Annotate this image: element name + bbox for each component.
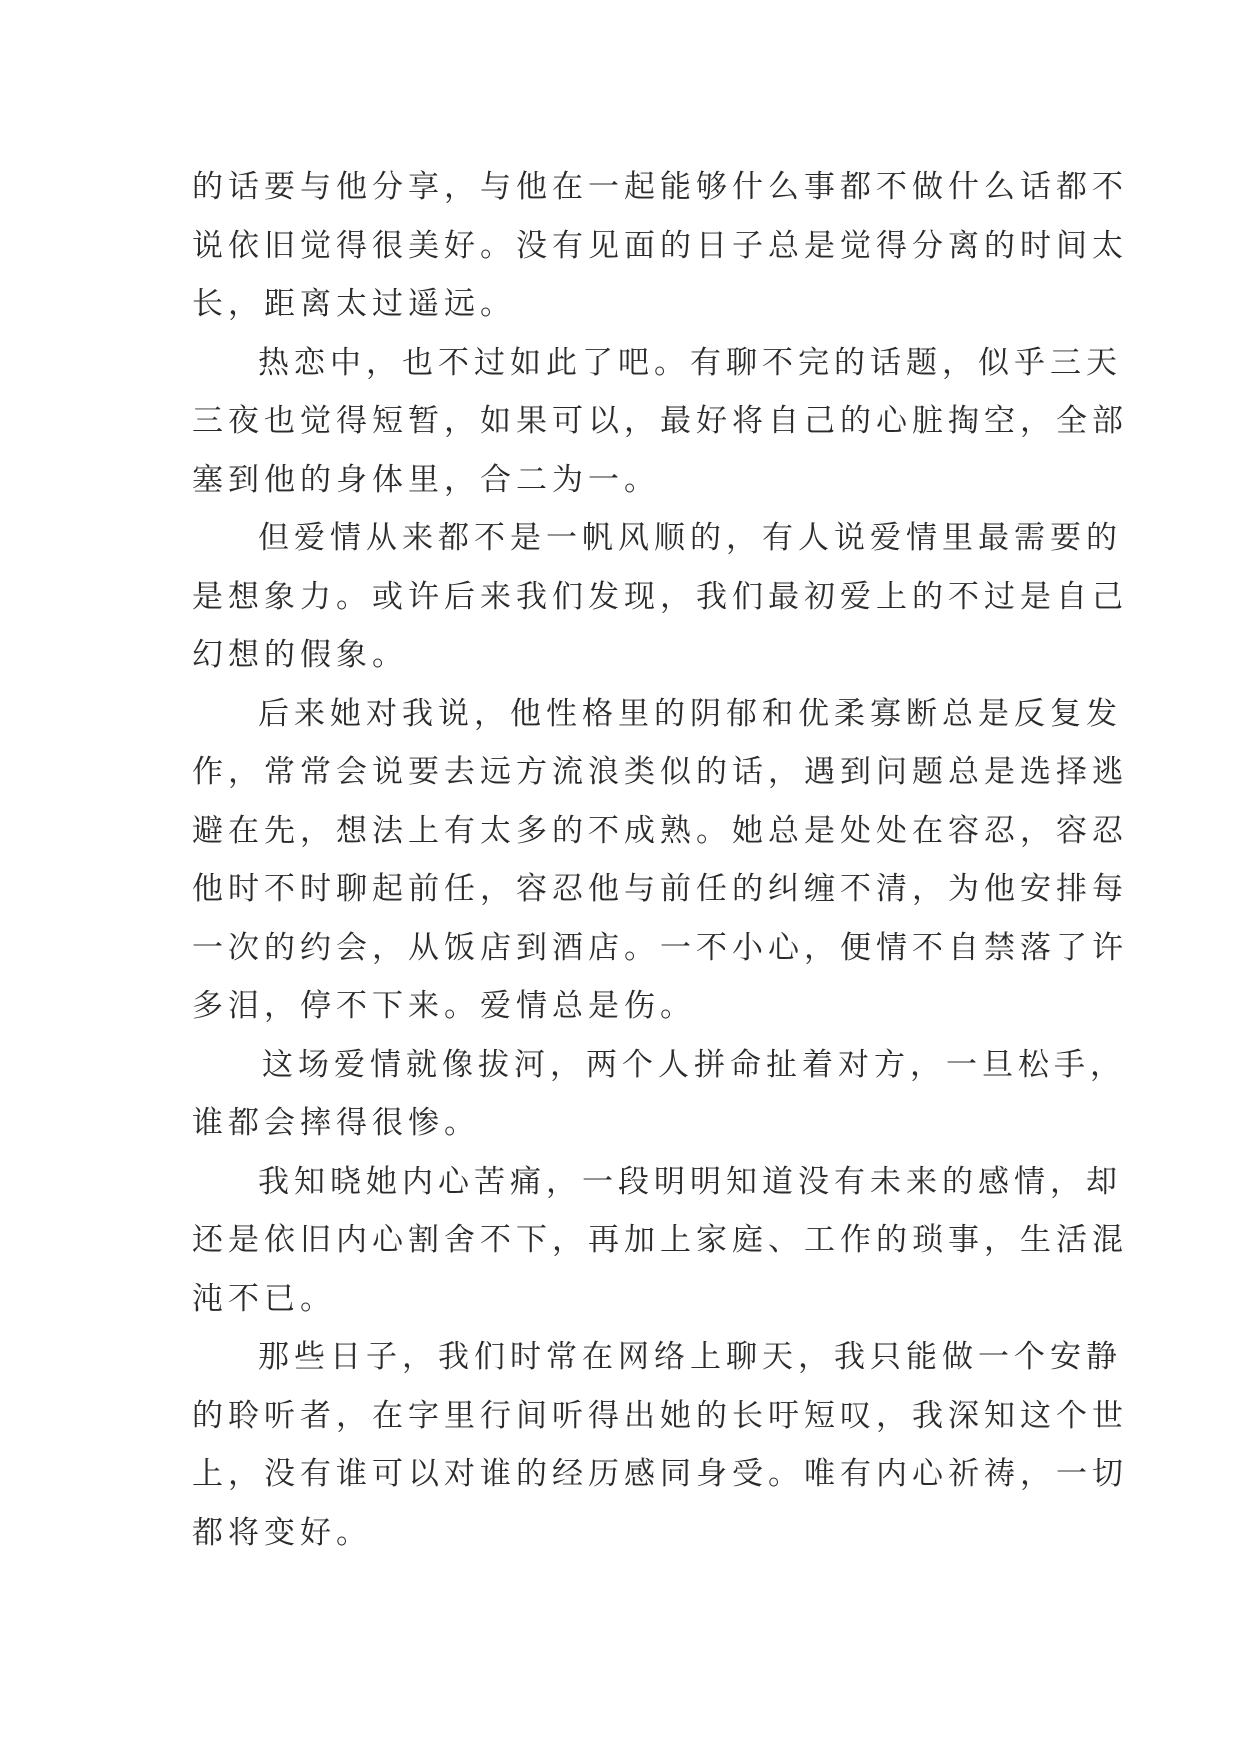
text-line: 还是依旧内心割舍不下，再加上家庭、工作的琐事，生活混 [192,1222,1128,1258]
text-line: 一次的约会，从饭店到酒店。一不小心，便情不自禁落了许 [192,929,1128,966]
text-line: 沌不已。 [192,1280,336,1317]
text-line: 避在先，想法上有太多的不成熟。她总是处处在容忍，容忍 [192,812,1128,849]
paragraph-first-line: 我知晓她内心苦痛，一段明明知道没有未来的感情，却 [258,1163,1122,1200]
paragraph-first-line: 热恋中，也不过如此了吧。有聊不完的话题，似乎三天 [258,344,1122,381]
text-line: 长，距离太过遥远。 [192,286,516,322]
text-line: 多泪，停不下来。爱情总是伤。 [192,988,696,1024]
text-line: 的话要与他分享，与他在一起能够什么事都不做什么话都不 [192,169,1128,205]
text-line: 作，常常会说要去远方流浪类似的话，遇到问题总是选择逃 [192,754,1128,790]
text-line: 塞到他的身体里，合二为一。 [192,461,660,498]
text-line: 的聆听者，在字里行间听得出她的长吁短叹，我深知这个世 [192,1397,1128,1434]
text-line: 是想象力。或许后来我们发现，我们最初爱上的不过是自己 [192,578,1128,615]
paragraph-first-line: 这场爱情就像拔河，两个人拼命扯着对方，一旦松手， [262,1046,1126,1083]
text-line: 都将变好。 [192,1514,372,1551]
paragraph-first-line: 后来她对我说，他性格里的阴郁和优柔寡断总是反复发 [258,695,1122,732]
text-line: 上，没有谁可以对谁的经历感同身受。唯有内心祈祷，一切 [192,1456,1128,1492]
text-line: 幻想的假象。 [192,637,408,673]
paragraph-first-line: 那些日子，我们时常在网络上聊天，我只能做一个安静 [258,1339,1122,1375]
text-line: 谁都会摔得很惨。 [192,1105,480,1141]
text-line: 三夜也觉得短暂，如果可以，最好将自己的心脏掏空，全部 [192,403,1128,439]
text-line: 说依旧觉得很美好。没有见面的日子总是觉得分离的时间太 [192,227,1128,264]
document-body [192,158,1128,1562]
paragraph-first-line: 但爱情从来都不是一帆风顺的，有人说爱情里最需要的 [258,520,1122,556]
text-line: 他时不时聊起前任，容忍他与前任的纠缠不清，为他安排每 [192,871,1128,907]
